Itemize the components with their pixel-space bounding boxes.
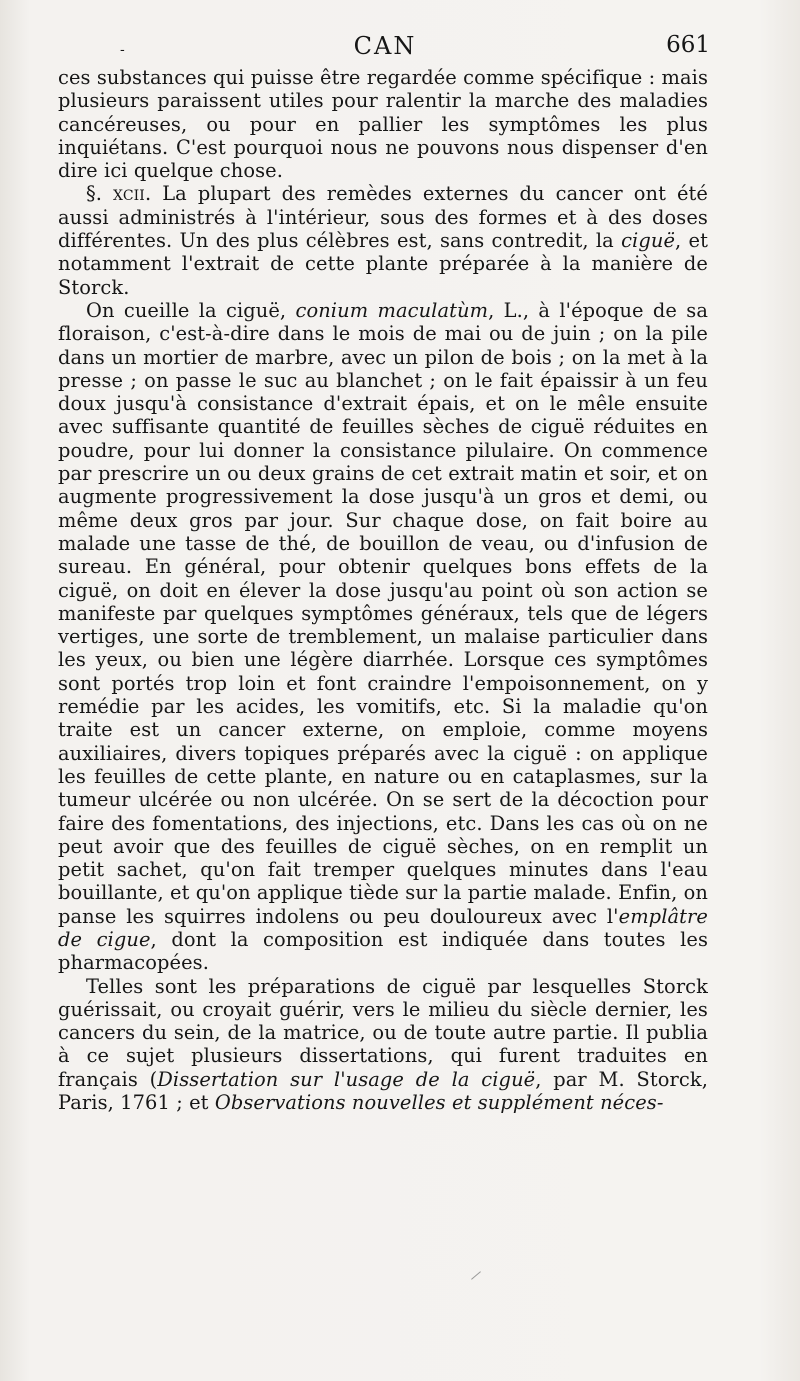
paragraph — [58, 975, 708, 1115]
page-number: 661 — [666, 32, 710, 58]
text-run: ces substances qui puisse être regardée comme spécifique : mais plusieurs paraissent utiles pour ralentir la marche des maladies cancéreuses, ou pour en pallier les symptômes les plus inquiétans. C'est pourquoi nous ne pouvons nous dispenser d'en dire ici quelque chose. — [58, 66, 709, 183]
text-run: Telles sont les préparations de ciguë par lesquelles Storck guérissait, ou croyait guérir, vers le milieu du siècle dernier, les cancers du sein, de la matrice, ou de toute autre partie. Il publia à ce sujet plusieurs dissertations, qui furent traduites en français ( — [58, 974, 708, 1091]
running-title: CAN — [353, 32, 417, 60]
italic-text: conium maculatùm — [295, 298, 489, 322]
section-number: xcii — [113, 182, 145, 206]
text-run: , L., à l'époque de sa floraison, c'est-à-dire dans le mois de mai ou de juin ; on la pile dans un mortier de marbre, avec un pilon de bois ; on la met à la presse ; on passe le suc au blanchet ; on le fait épaissir à un feu doux jusqu'à consistance d'extrait épais, et on le mêle ensuite avec suffisante quantité de feuilles sèches de ciguë réduites en poudre, pour lui donner la consistance pilulaire. On commence par prescrire un ou deux grains de cet extrait matin et soir, et on augmente progressivement la dose jusqu'à un gros et demi, ou même deux gros par jour. Sur chaque dose, on fait boire au malade une tasse de thé, de bouillon de veau, ou d'infusion de sureau. En général, pour obtenir quelques bons effets de la ciguë, on doit en élever la dose jusqu'au point où son action se manifeste par quelques symptômes généraux, tels que de légers vertiges, une sorte de tremblement, un malaise particulier dans les yeux, ou bien une légère diarrhée. Lorsque ces symptômes sont portés trop loin et font craindre l'empoisonnement, on y remédie par les acides, les vomitifs, etc. Si la maladie qu'on traite est un cancer externe, on emploie, comme moyens auxiliaires, divers topiques préparés avec la ciguë : on applique les feuilles de cette plante, en nature ou en cataplasmes, sur la tumeur ulcérée ou non ulcérée. On se sert de la décoction pour faire des fomentations, des injections, etc. Dans les cas où on ne peut avoir que des feuilles de ciguë sèches, on en remplit un petit sachet, qu'on fait tremper quelques minutes dans l'eau bouillante, et qu'on applique tiède sur la partie malade. Enfin, on panse les squirres indolens ou peu douloureux avec l' — [58, 298, 708, 928]
italic-text: Dissertation sur l'usage de la ciguë — [157, 1067, 536, 1091]
header-mark: - — [120, 42, 125, 58]
text-run: , et notamment l'extrait de cette plante préparée à la manière de Storck. — [58, 229, 708, 299]
italic-text: emplâtre de cigue — [58, 904, 708, 951]
italic-text: ciguë — [621, 229, 676, 253]
body-text — [58, 66, 708, 1114]
text-run: . La plupart des remèdes externes du cancer ont été aussi administrés à l'intérieur, sous des formes et à des doses différentes. Un des plus célèbres est, sans contredit, la — [58, 182, 708, 253]
italic-text: Observations nouvelles et supplément néces- — [214, 1091, 664, 1115]
paragraph — [58, 66, 708, 182]
text-run: On cueille la ciguë, — [86, 298, 296, 322]
text-run: , dont la composition est indiquée dans toutes les pharmacopées. — [58, 927, 708, 975]
running-header — [60, 30, 710, 66]
paragraph — [58, 299, 708, 975]
text-run: §. — [86, 182, 114, 206]
paragraph — [58, 182, 708, 298]
text-run: , par M. Storck, Paris, 1761 ; et — [58, 1067, 708, 1115]
stray-ink-mark — [471, 1271, 481, 1279]
